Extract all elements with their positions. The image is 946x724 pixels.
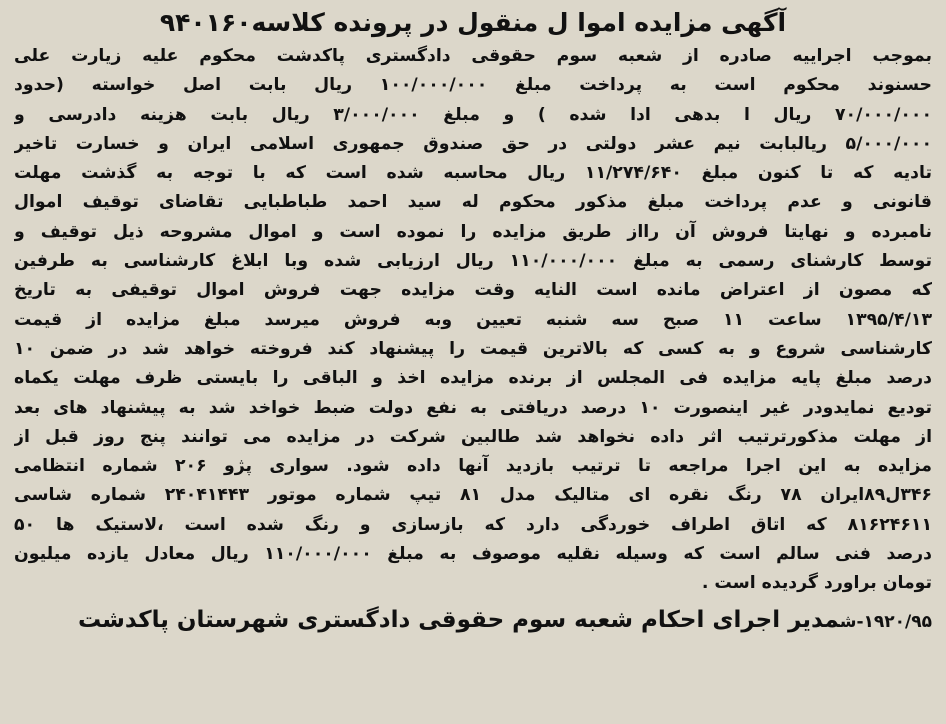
notice-line: حسنوند محکوم است به پرداخت مبلغ ۱۰۰/۰۰۰/۰۰۰ ریال بابت اصل خواسته (حدود	[14, 75, 932, 96]
notice-title: آگهی مزایده اموا ل منقول در پرونده کلاسه۹۴۰۱۶۰	[159, 8, 787, 37]
notice-line: نامبرده و نهایتا فروش آن رااز طریق مزایده را نموده است و اموال مشروحه ذیل توقیف و	[14, 221, 932, 242]
notice-body	[14, 42, 932, 599]
notice-line: قانونی و عدم پرداخت مبلغ مذکور محکوم له سید احمد طباطبایی تقاضای توقیف اموال	[14, 192, 932, 213]
notice-line: کارشناسی شروع و به کسی که بالاترین قیمت را پیشنهاد کند فروخته خواهد شد در ضمن ۱۰	[14, 338, 932, 359]
notice-line: مزایده به این اجرا مراجعه تا ترتیب بازدید آنها داده شود. سواری پژو ۲۰۶ شماره انتظامی	[14, 456, 932, 477]
reference-number: ۱۹۲۰/۹۵-ش	[839, 611, 932, 632]
notice-line: ۵/۰۰۰/۰۰۰ ریالبابت نیم عشر دولتی در حق صندوق جمهوری اسلامی ایران و خسارت تاخیر	[14, 133, 932, 154]
notice-line: ۸۱۶۲۴۶۱۱ که اتاق اطراف خوردگی دارد که بازسازی و رنگ شده است ،لاستیک ها ۵۰	[14, 514, 932, 535]
notice-line: از مهلت مذکورترتیب اثر داده نخواهد شد طالبین شرکت در مزایده می توانند پنج روز قبل از	[14, 426, 932, 447]
notice-line: درصد مبلغ پایه مزایده فی المجلس از برنده مزایده اخذ و الباقی را بایستی ظرف مهلت یکماه	[14, 368, 932, 389]
notice-footer	[14, 603, 932, 639]
notice-line: درصد فنی سالم است که وسیله نقلیه موصوف به مبلغ ۱۱۰/۰۰۰/۰۰۰ ریال معادل یازده میلیون	[14, 544, 932, 565]
notice-line: ۱۳۹۵/۴/۱۳ ساعت ۱۱ صبح سه شنبه تعیین وبه فروش میرسد مبلغ مزایده از قیمت	[14, 309, 932, 330]
notice-line: توديع نمايدودر غير اينصورت ۱۰ درصد دريافتی به نفع دولت ضبط خواخد شد به پیشنهاد های بعد	[14, 397, 932, 418]
notice-line: که مصون از اعتراض مانده است النایه وقت مزایده جهت فروش اموال توقیفی به تاریخ	[14, 280, 932, 301]
notice-line: تومان براورد گردیده است .	[701, 573, 932, 594]
notice-line: تادیه که تا کنون مبلغ ۱۱/۲۷۴/۶۴۰ ریال محاسبه شده است که با توجه به گذشت مهلت	[14, 163, 932, 184]
notice-line: توسط کارشنای رسمی به مبلغ ۱۱۰/۰۰۰/۰۰۰ ریال ارزیابی شده وبا ابلاغ کارشناسی به طرفین	[14, 251, 932, 272]
notice-line: ۷۰/۰۰۰/۰۰۰ ریال ا بدهی ادا شده ) و مبلغ ۳/۰۰۰/۰۰۰ ریال بابت هزینه دادرسی و	[14, 104, 932, 125]
signature-line: مدیر اجرای احکام شعبه سوم حقوقی دادگستری شهرستان پاکدشت	[77, 606, 840, 633]
notice-line: بموجب اجراییه صادره از شعبه سوم حقوقی دادگستری پاکدشت محکوم علیه زیارت علی	[14, 46, 932, 66]
notice-line: ۳۴۶ل۸۹ایران ۷۸ رنگ نقره ای متالیک مدل ۸۱ تیپ شماره موتور ۲۴۰۴۱۴۴۳ شماره شاسی	[14, 485, 932, 506]
